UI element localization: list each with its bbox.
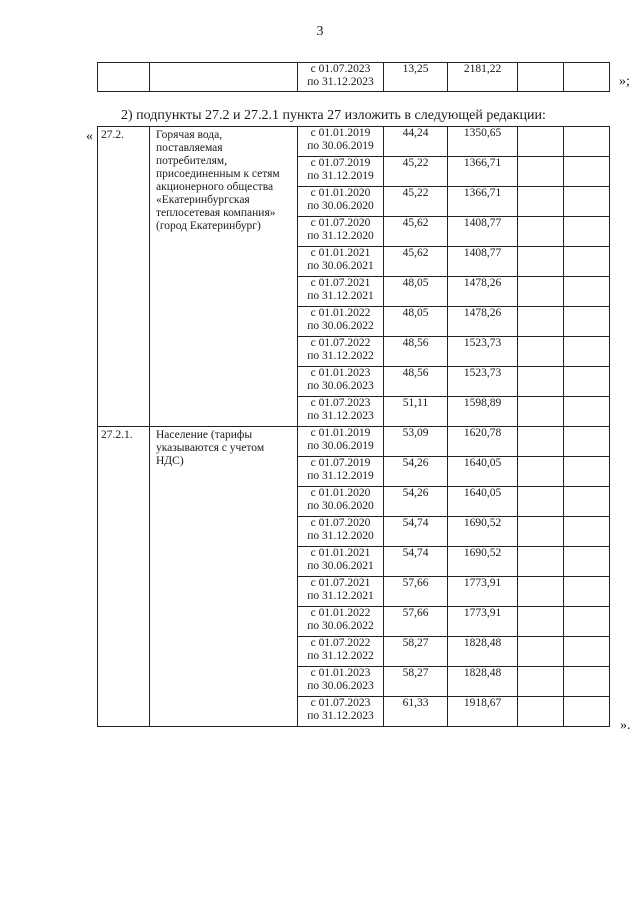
period-cell <box>298 157 384 187</box>
value-cell: 53,09 <box>384 427 448 457</box>
empty-cell <box>564 697 610 727</box>
empty-cell <box>564 517 610 547</box>
value-cell: 58,27 <box>384 667 448 697</box>
period-cell <box>298 427 384 457</box>
period-start: с 01.07.2019 <box>310 157 371 169</box>
empty-cell <box>564 397 610 427</box>
empty-cell <box>564 667 610 697</box>
period-start: с 01.01.2020 <box>310 487 371 499</box>
empty-cell <box>518 487 564 517</box>
value-cell: 1350,65 <box>448 127 518 157</box>
period-start: с 01.07.2019 <box>310 457 371 469</box>
amendment-heading: 2) подпункты 27.2 и 27.2.1 пункта 27 изложить в следующей редакции: <box>121 108 546 123</box>
value-cell: 1773,91 <box>448 607 518 637</box>
period-cell <box>298 517 384 547</box>
opening-quote: « <box>86 129 93 144</box>
value-cell: 45,62 <box>384 217 448 247</box>
value-cell: 1828,48 <box>448 667 518 697</box>
period-cell <box>298 637 384 667</box>
period-end: по 30.06.2020 <box>307 500 374 512</box>
period-end: по 31.12.2021 <box>307 590 374 602</box>
period-end: по 31.12.2022 <box>307 650 374 662</box>
value-cell: 1366,71 <box>448 157 518 187</box>
period-start: с 01.01.2023 <box>310 667 371 679</box>
value-cell: 1690,52 <box>448 517 518 547</box>
period-cell <box>298 337 384 367</box>
empty-cell <box>518 547 564 577</box>
period-end: по 31.12.2019 <box>307 470 374 482</box>
period-end: по 31.12.2019 <box>307 170 374 182</box>
period-end: по 31.12.2023 <box>307 710 374 722</box>
empty-cell <box>518 217 564 247</box>
table-row <box>98 127 610 157</box>
empty-cell <box>518 187 564 217</box>
period-cell <box>298 397 384 427</box>
closing-quote-semicolon: »; <box>619 74 630 89</box>
value-cell: 48,05 <box>384 277 448 307</box>
value-cell: 1478,26 <box>448 277 518 307</box>
period-end: по 30.06.2021 <box>307 560 374 572</box>
value-cell: 54,74 <box>384 517 448 547</box>
value-cell: 1408,77 <box>448 247 518 277</box>
period-cell <box>298 667 384 697</box>
empty-cell <box>564 427 610 457</box>
value-cell: 51,11 <box>384 397 448 427</box>
period-cell <box>298 217 384 247</box>
empty-cell <box>564 157 610 187</box>
value-cell: 48,56 <box>384 367 448 397</box>
period-end: по 31.12.2022 <box>307 350 374 362</box>
period-cell <box>298 607 384 637</box>
empty-cell <box>564 127 610 157</box>
period-start: с 01.01.2021 <box>310 547 371 559</box>
empty-cell <box>518 337 564 367</box>
period-start: с 01.07.2023 <box>310 63 371 75</box>
empty-cell <box>564 547 610 577</box>
empty-cell <box>518 63 564 92</box>
period-end: по 30.06.2022 <box>307 620 374 632</box>
table-row <box>98 427 610 457</box>
empty-cell <box>518 517 564 547</box>
period-start: с 01.07.2021 <box>310 577 371 589</box>
empty-cell <box>518 427 564 457</box>
empty-cell <box>518 397 564 427</box>
period-cell <box>298 697 384 727</box>
period-cell <box>298 367 384 397</box>
empty-cell <box>564 187 610 217</box>
section-description: Горячая вода, поставляемая потребителям, присоединенным к сетям акционерного общества «Екатеринбургская теплосетевая компания» (город Екатеринбург) <box>150 127 298 427</box>
period-end: по 30.06.2019 <box>307 140 374 152</box>
value-cell: 44,24 <box>384 127 448 157</box>
empty-cell <box>564 337 610 367</box>
period-end: по 31.12.2023 <box>307 76 374 88</box>
period-start: с 01.07.2020 <box>310 217 371 229</box>
period-end: по 30.06.2023 <box>307 680 374 692</box>
period-start: с 01.07.2021 <box>310 277 371 289</box>
empty-cell <box>564 457 610 487</box>
value-cell: 1773,91 <box>448 577 518 607</box>
period-end: по 30.06.2021 <box>307 260 374 272</box>
empty-cell <box>564 577 610 607</box>
period-cell <box>298 247 384 277</box>
section-code: 27.2. <box>98 127 150 427</box>
value-cell: 1366,71 <box>448 187 518 217</box>
empty-cell <box>564 637 610 667</box>
period-start: с 01.07.2020 <box>310 517 371 529</box>
section-description: Население (тарифы указываются с учетом НДС) <box>150 427 298 727</box>
period-start: с 01.07.2023 <box>310 697 371 709</box>
value-cell: 54,74 <box>384 547 448 577</box>
period-start: с 01.01.2023 <box>310 367 371 379</box>
value-cell: 1640,05 <box>448 487 518 517</box>
period-cell <box>298 277 384 307</box>
value-cell: 45,22 <box>384 157 448 187</box>
period-end: по 30.06.2020 <box>307 200 374 212</box>
empty-cell <box>564 307 610 337</box>
period-start: с 01.01.2019 <box>310 127 371 139</box>
period-start: с 01.01.2020 <box>310 187 371 199</box>
code-cell <box>98 63 150 92</box>
value-cell: 1478,26 <box>448 307 518 337</box>
value-cell: 13,25 <box>384 63 448 92</box>
period-start: с 01.01.2022 <box>310 607 371 619</box>
period-cell <box>298 127 384 157</box>
period-end: по 30.06.2023 <box>307 380 374 392</box>
tariff-table <box>97 126 610 727</box>
empty-cell <box>564 217 610 247</box>
period-start: с 01.01.2021 <box>310 247 371 259</box>
value-cell: 45,62 <box>384 247 448 277</box>
period-end: по 30.06.2022 <box>307 320 374 332</box>
period-start: с 01.01.2022 <box>310 307 371 319</box>
empty-cell <box>518 607 564 637</box>
period-end: по 31.12.2020 <box>307 230 374 242</box>
empty-cell <box>564 487 610 517</box>
top-table <box>97 62 610 92</box>
table-row <box>98 63 610 92</box>
empty-cell <box>518 367 564 397</box>
value-cell: 61,33 <box>384 697 448 727</box>
period-start: с 01.07.2022 <box>310 637 371 649</box>
period-cell <box>298 457 384 487</box>
empty-cell <box>518 577 564 607</box>
empty-cell <box>564 367 610 397</box>
section-code: 27.2.1. <box>98 427 150 727</box>
empty-cell <box>518 667 564 697</box>
empty-cell <box>564 247 610 277</box>
value-cell: 1828,48 <box>448 637 518 667</box>
empty-cell <box>518 247 564 277</box>
value-cell: 1690,52 <box>448 547 518 577</box>
empty-cell <box>518 277 564 307</box>
period-cell <box>298 547 384 577</box>
value-cell: 57,66 <box>384 607 448 637</box>
value-cell: 1523,73 <box>448 367 518 397</box>
empty-cell <box>518 307 564 337</box>
value-cell: 1523,73 <box>448 337 518 367</box>
closing-quote-period: ». <box>620 718 631 733</box>
period-cell <box>298 307 384 337</box>
value-cell: 1408,77 <box>448 217 518 247</box>
period-end: по 30.06.2019 <box>307 440 374 452</box>
period-end: по 31.12.2020 <box>307 530 374 542</box>
value-cell: 45,22 <box>384 187 448 217</box>
value-cell: 48,05 <box>384 307 448 337</box>
empty-cell <box>518 157 564 187</box>
period-end: по 31.12.2023 <box>307 410 374 422</box>
empty-cell <box>518 637 564 667</box>
empty-cell <box>518 457 564 487</box>
value-cell: 1620,78 <box>448 427 518 457</box>
value-cell: 1598,89 <box>448 397 518 427</box>
value-cell: 57,66 <box>384 577 448 607</box>
period-cell <box>298 577 384 607</box>
period-start: с 01.01.2019 <box>310 427 371 439</box>
period-cell <box>298 63 384 92</box>
page-number: 3 <box>316 24 324 39</box>
empty-cell <box>518 697 564 727</box>
description-cell <box>150 63 298 92</box>
value-cell: 54,26 <box>384 457 448 487</box>
value-cell: 48,56 <box>384 337 448 367</box>
value-cell: 1640,05 <box>448 457 518 487</box>
empty-cell <box>518 127 564 157</box>
period-cell <box>298 187 384 217</box>
value-cell: 2181,22 <box>448 63 518 92</box>
period-cell <box>298 487 384 517</box>
empty-cell <box>564 607 610 637</box>
empty-cell <box>564 63 610 92</box>
period-start: с 01.07.2022 <box>310 337 371 349</box>
value-cell: 54,26 <box>384 487 448 517</box>
period-start: с 01.07.2023 <box>310 397 371 409</box>
period-end: по 31.12.2021 <box>307 290 374 302</box>
value-cell: 58,27 <box>384 637 448 667</box>
value-cell: 1918,67 <box>448 697 518 727</box>
empty-cell <box>564 277 610 307</box>
